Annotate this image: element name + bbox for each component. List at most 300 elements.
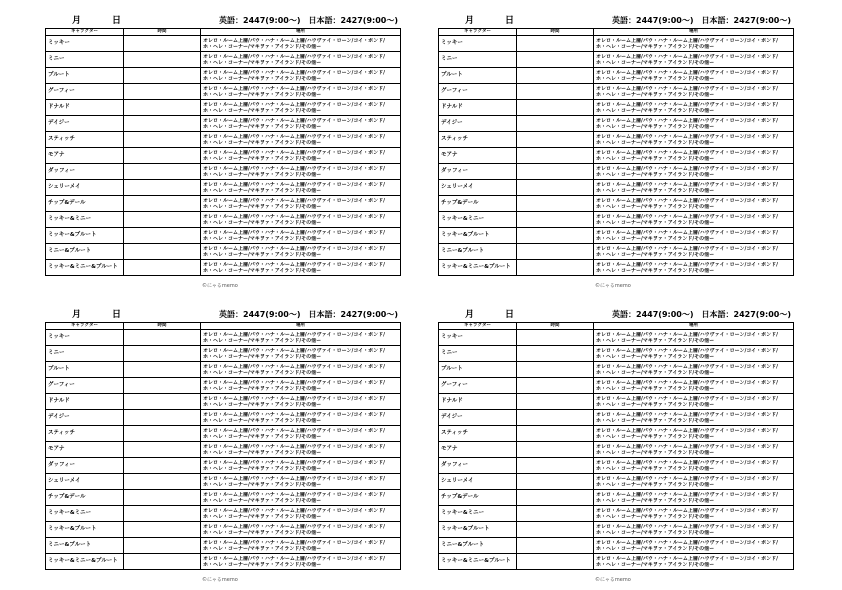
schedule-table bbox=[45, 322, 401, 570]
location-cell bbox=[594, 330, 794, 346]
location-cell bbox=[201, 442, 401, 458]
table-row bbox=[46, 362, 401, 378]
table-body bbox=[46, 36, 401, 276]
table-row bbox=[439, 554, 794, 570]
location-line: ホ・ヘレ・コーナー/マキヲァ・アイランド/その他ー bbox=[203, 353, 322, 360]
month-label: 月 bbox=[72, 16, 82, 26]
table-row bbox=[439, 346, 794, 362]
location-line: オレロ・ルーム上層/パウ・ハナ・ルーム上層/ハウヴァイ・ローン/コイ・ポンド/ bbox=[596, 395, 779, 402]
time-cell bbox=[517, 458, 594, 474]
location-line: ホ・ヘレ・コーナー/マキヲァ・アイランド/その他ー bbox=[596, 353, 715, 360]
character-cell: ダッフィー bbox=[46, 458, 124, 474]
table-row bbox=[46, 394, 401, 410]
table-row bbox=[46, 84, 401, 100]
time-cell bbox=[517, 68, 594, 84]
time-cell bbox=[124, 180, 201, 196]
table-row bbox=[46, 490, 401, 506]
location-line: オレロ・ルーム上層/パウ・ハナ・ルーム上層/ハウヴァイ・ローン/コイ・ポンド/ bbox=[203, 37, 386, 44]
character-cell: ダッフィー bbox=[439, 458, 517, 474]
time-cell bbox=[124, 196, 201, 212]
location-line: オレロ・ルーム上層/パウ・ハナ・ルーム上層/ハウヴァイ・ローン/コイ・ポンド/ bbox=[203, 181, 386, 188]
character-cell: ドナルド bbox=[46, 100, 124, 116]
day-label: 日 bbox=[505, 310, 515, 320]
table-row bbox=[46, 474, 401, 490]
location-line: ホ・ヘレ・コーナー/マキヲァ・アイランド/その他ー bbox=[203, 417, 322, 424]
character-cell: ミッキー bbox=[46, 36, 124, 52]
location-cell bbox=[594, 458, 794, 474]
time-cell bbox=[517, 426, 594, 442]
location-cell bbox=[594, 100, 794, 116]
table-row bbox=[46, 244, 401, 260]
time-cell bbox=[517, 148, 594, 164]
location-line: オレロ・ルーム上層/パウ・ハナ・ルーム上層/ハウヴァイ・ローン/コイ・ポンド/ bbox=[203, 427, 386, 434]
character-cell: ミニー&プルート bbox=[439, 244, 517, 260]
table-body bbox=[439, 330, 794, 570]
location-line: ホ・ヘレ・コーナー/マキヲァ・アイランド/その他ー bbox=[596, 481, 715, 488]
sheet-header bbox=[45, 14, 400, 28]
table-row bbox=[439, 458, 794, 474]
character-cell: シェリーメイ bbox=[46, 474, 124, 490]
location-line: オレロ・ルーム上層/パウ・ハナ・ルーム上層/ハウヴァイ・ローン/コイ・ポンド/ bbox=[596, 523, 779, 530]
location-cell bbox=[594, 362, 794, 378]
location-cell bbox=[594, 164, 794, 180]
location-line: オレロ・ルーム上層/パウ・ハナ・ルーム上層/ハウヴァイ・ローン/コイ・ポンド/ bbox=[596, 507, 779, 514]
location-line: オレロ・ルーム上層/パウ・ハナ・ルーム上層/ハウヴァイ・ローン/コイ・ポンド/ bbox=[596, 491, 779, 498]
time-cell bbox=[517, 378, 594, 394]
character-cell: スティッチ bbox=[439, 426, 517, 442]
location-line: ホ・ヘレ・コーナー/マキヲァ・アイランド/その他ー bbox=[203, 59, 322, 66]
table-row bbox=[46, 164, 401, 180]
table-header-row bbox=[46, 323, 401, 330]
location-line: オレロ・ルーム上層/パウ・ハナ・ルーム上層/ハウヴァイ・ローン/コイ・ポンド/ bbox=[596, 69, 779, 76]
location-line: オレロ・ルーム上層/パウ・ハナ・ルーム上層/ハウヴァイ・ローン/コイ・ポンド/ bbox=[203, 101, 386, 108]
time-cell bbox=[124, 490, 201, 506]
location-line: ホ・ヘレ・コーナー/マキヲァ・アイランド/その他ー bbox=[203, 449, 322, 456]
location-line: ホ・ヘレ・コーナー/マキヲァ・アイランド/その他ー bbox=[203, 529, 322, 536]
schedule-table bbox=[45, 28, 401, 276]
time-cell bbox=[124, 378, 201, 394]
location-line: オレロ・ルーム上層/パウ・ハナ・ルーム上層/ハウヴァイ・ローン/コイ・ポンド/ bbox=[203, 69, 386, 76]
location-cell bbox=[594, 116, 794, 132]
location-cell bbox=[201, 330, 401, 346]
table-body bbox=[46, 330, 401, 570]
time-cell bbox=[517, 538, 594, 554]
column-header-location: 場所 bbox=[594, 29, 794, 36]
table-row bbox=[439, 148, 794, 164]
character-cell: チップ&デール bbox=[46, 196, 124, 212]
location-cell bbox=[594, 196, 794, 212]
character-cell: ミッキー bbox=[439, 330, 517, 346]
time-cell bbox=[124, 410, 201, 426]
character-cell: ミッキー&ミニー&プルート bbox=[46, 554, 124, 570]
location-cell bbox=[201, 116, 401, 132]
time-cell bbox=[517, 330, 594, 346]
time-cell bbox=[124, 394, 201, 410]
table-row bbox=[46, 36, 401, 52]
character-cell: ミニー bbox=[46, 346, 124, 362]
location-line: オレロ・ルーム上層/パウ・ハナ・ルーム上層/ハウヴァイ・ローン/コイ・ポンド/ bbox=[596, 363, 779, 370]
location-cell bbox=[594, 346, 794, 362]
location-cell bbox=[201, 228, 401, 244]
location-line: ホ・ヘレ・コーナー/マキヲァ・アイランド/その他ー bbox=[596, 187, 715, 194]
character-cell: チップ&デール bbox=[439, 196, 517, 212]
table-row bbox=[46, 330, 401, 346]
character-cell: プルート bbox=[439, 68, 517, 84]
location-cell bbox=[201, 378, 401, 394]
location-line: オレロ・ルーム上層/パウ・ハナ・ルーム上層/ハウヴァイ・ローン/コイ・ポンド/ bbox=[203, 555, 386, 562]
location-line: オレロ・ルーム上層/パウ・ハナ・ルーム上層/ハウヴァイ・ローン/コイ・ポンド/ bbox=[596, 149, 779, 156]
location-line: ホ・ヘレ・コーナー/マキヲァ・アイランド/その他ー bbox=[596, 401, 715, 408]
character-cell: モアナ bbox=[439, 148, 517, 164]
location-line: オレロ・ルーム上層/パウ・ハナ・ルーム上層/ハウヴァイ・ローン/コイ・ポンド/ bbox=[203, 261, 386, 268]
character-cell: シェリーメイ bbox=[46, 180, 124, 196]
location-line: ホ・ヘレ・コーナー/マキヲァ・アイランド/その他ー bbox=[203, 171, 322, 178]
location-line: オレロ・ルーム上層/パウ・ハナ・ルーム上層/ハウヴァイ・ローン/コイ・ポンド/ bbox=[203, 85, 386, 92]
character-cell: ミッキー&ミニー bbox=[46, 506, 124, 522]
location-line: ホ・ヘレ・コーナー/マキヲァ・アイランド/その他ー bbox=[596, 235, 715, 242]
location-cell bbox=[594, 148, 794, 164]
table-row bbox=[46, 228, 401, 244]
location-cell bbox=[201, 362, 401, 378]
location-cell bbox=[594, 442, 794, 458]
table-body bbox=[439, 36, 794, 276]
location-line: ホ・ヘレ・コーナー/マキヲァ・アイランド/その他ー bbox=[596, 155, 715, 162]
location-cell bbox=[594, 212, 794, 228]
month-label: 月 bbox=[465, 310, 475, 320]
table-row bbox=[439, 506, 794, 522]
location-cell bbox=[594, 410, 794, 426]
character-cell: デイジー bbox=[439, 116, 517, 132]
location-line: ホ・ヘレ・コーナー/マキヲァ・アイランド/その他ー bbox=[596, 545, 715, 552]
character-cell: チップ&デール bbox=[46, 490, 124, 506]
time-cell bbox=[517, 132, 594, 148]
location-cell bbox=[594, 36, 794, 52]
table-row bbox=[46, 442, 401, 458]
location-line: ホ・ヘレ・コーナー/マキヲァ・アイランド/その他ー bbox=[596, 513, 715, 520]
time-cell bbox=[124, 458, 201, 474]
location-line: オレロ・ルーム上層/パウ・ハナ・ルーム上層/ハウヴァイ・ローン/コイ・ポンド/ bbox=[596, 101, 779, 108]
time-cell bbox=[124, 228, 201, 244]
table-row bbox=[439, 36, 794, 52]
character-cell: スティッチ bbox=[46, 132, 124, 148]
location-line: ホ・ヘレ・コーナー/マキヲァ・アイランド/その他ー bbox=[203, 545, 322, 552]
location-cell bbox=[201, 212, 401, 228]
month-label: 月 bbox=[72, 310, 82, 320]
table-row bbox=[439, 164, 794, 180]
location-cell bbox=[594, 506, 794, 522]
table-row bbox=[439, 522, 794, 538]
location-cell bbox=[201, 244, 401, 260]
location-line: オレロ・ルーム上層/パウ・ハナ・ルーム上層/ハウヴァイ・ローン/コイ・ポンド/ bbox=[203, 411, 386, 418]
time-cell bbox=[124, 164, 201, 180]
table-row bbox=[46, 522, 401, 538]
table-row bbox=[439, 244, 794, 260]
time-cell bbox=[517, 362, 594, 378]
location-line: ホ・ヘレ・コーナー/マキヲァ・アイランド/その他ー bbox=[596, 449, 715, 456]
character-cell: ミニー&プルート bbox=[46, 538, 124, 554]
location-cell bbox=[594, 554, 794, 570]
table-row bbox=[439, 330, 794, 346]
location-line: ホ・ヘレ・コーナー/マキヲァ・アイランド/その他ー bbox=[596, 203, 715, 210]
location-line: ホ・ヘレ・コーナー/マキヲァ・アイランド/その他ー bbox=[203, 497, 322, 504]
location-cell bbox=[594, 490, 794, 506]
character-cell: ミッキー&ミニー&プルート bbox=[439, 260, 517, 276]
character-cell: ミッキー&プルート bbox=[46, 228, 124, 244]
location-line: ホ・ヘレ・コーナー/マキヲァ・アイランド/その他ー bbox=[203, 433, 322, 440]
location-line: ホ・ヘレ・コーナー/マキヲァ・アイランド/その他ー bbox=[203, 139, 322, 146]
location-line: ホ・ヘレ・コーナー/マキヲァ・アイランド/その他ー bbox=[203, 91, 322, 98]
location-line: オレロ・ルーム上層/パウ・ハナ・ルーム上層/ハウヴァイ・ローン/コイ・ポンド/ bbox=[203, 229, 386, 236]
time-cell bbox=[517, 474, 594, 490]
table-row bbox=[439, 260, 794, 276]
table-row bbox=[439, 538, 794, 554]
location-line: ホ・ヘレ・コーナー/マキヲァ・アイランド/その他ー bbox=[203, 401, 322, 408]
location-cell bbox=[201, 426, 401, 442]
location-cell bbox=[594, 180, 794, 196]
location-cell bbox=[201, 458, 401, 474]
location-line: ホ・ヘレ・コーナー/マキヲァ・アイランド/その他ー bbox=[596, 561, 715, 568]
location-cell bbox=[201, 490, 401, 506]
location-line: オレロ・ルーム上層/パウ・ハナ・ルーム上層/ハウヴァイ・ローン/コイ・ポンド/ bbox=[203, 539, 386, 546]
table-row bbox=[439, 474, 794, 490]
location-line: オレロ・ルーム上層/パウ・ハナ・ルーム上層/ハウヴァイ・ローン/コイ・ポンド/ bbox=[203, 197, 386, 204]
character-cell: モアナ bbox=[46, 442, 124, 458]
time-cell bbox=[124, 362, 201, 378]
character-cell: モアナ bbox=[439, 442, 517, 458]
location-line: オレロ・ルーム上層/パウ・ハナ・ルーム上層/ハウヴァイ・ローン/コイ・ポンド/ bbox=[596, 117, 779, 124]
footer-credit: ©にゃるmemo bbox=[202, 283, 238, 289]
character-cell: スティッチ bbox=[439, 132, 517, 148]
time-cell bbox=[517, 506, 594, 522]
character-cell: ミニー bbox=[439, 52, 517, 68]
character-cell: スティッチ bbox=[46, 426, 124, 442]
location-line: ホ・ヘレ・コーナー/マキヲァ・アイランド/その他ー bbox=[596, 369, 715, 376]
location-line: ホ・ヘレ・コーナー/マキヲァ・アイランド/その他ー bbox=[203, 75, 322, 82]
table-row bbox=[46, 52, 401, 68]
location-cell bbox=[594, 522, 794, 538]
location-cell bbox=[201, 52, 401, 68]
time-cell bbox=[124, 522, 201, 538]
time-cell bbox=[124, 148, 201, 164]
location-line: オレロ・ルーム上層/パウ・ハナ・ルーム上層/ハウヴァイ・ローン/コイ・ポンド/ bbox=[596, 411, 779, 418]
table-row bbox=[46, 410, 401, 426]
table-row bbox=[439, 426, 794, 442]
column-header-character: キャラクター bbox=[439, 29, 517, 36]
schedule-table bbox=[438, 28, 794, 276]
location-cell bbox=[594, 68, 794, 84]
location-line: オレロ・ルーム上層/パウ・ハナ・ルーム上層/ハウヴァイ・ローン/コイ・ポンド/ bbox=[203, 245, 386, 252]
table-row bbox=[46, 212, 401, 228]
table-row bbox=[439, 132, 794, 148]
column-header-time: 時間 bbox=[124, 29, 201, 36]
location-line: ホ・ヘレ・コーナー/マキヲァ・アイランド/その他ー bbox=[596, 43, 715, 50]
location-line: ホ・ヘレ・コーナー/マキヲァ・アイランド/その他ー bbox=[203, 219, 322, 226]
character-cell: ドナルド bbox=[439, 394, 517, 410]
location-cell bbox=[594, 426, 794, 442]
location-line: オレロ・ルーム上層/パウ・ハナ・ルーム上層/ハウヴァイ・ローン/コイ・ポンド/ bbox=[203, 363, 386, 370]
time-cell bbox=[124, 68, 201, 84]
footer-credit: ©にゃるmemo bbox=[595, 283, 631, 289]
location-line: オレロ・ルーム上層/パウ・ハナ・ルーム上層/ハウヴァイ・ローン/コイ・ポンド/ bbox=[596, 53, 779, 60]
location-line: ホ・ヘレ・コーナー/マキヲァ・アイランド/その他ー bbox=[203, 123, 322, 130]
location-line: オレロ・ルーム上層/パウ・ハナ・ルーム上層/ハウヴァイ・ローン/コイ・ポンド/ bbox=[596, 459, 779, 466]
location-line: ホ・ヘレ・コーナー/マキヲァ・アイランド/その他ー bbox=[596, 417, 715, 424]
time-cell bbox=[124, 506, 201, 522]
table-row bbox=[439, 378, 794, 394]
location-line: ホ・ヘレ・コーナー/マキヲァ・アイランド/その他ー bbox=[203, 187, 322, 194]
time-cell bbox=[517, 522, 594, 538]
location-cell bbox=[201, 100, 401, 116]
location-line: ホ・ヘレ・コーナー/マキヲァ・アイランド/その他ー bbox=[203, 561, 322, 568]
location-line: オレロ・ルーム上層/パウ・ハナ・ルーム上層/ハウヴァイ・ローン/コイ・ポンド/ bbox=[203, 523, 386, 530]
location-cell bbox=[201, 260, 401, 276]
location-line: オレロ・ルーム上層/パウ・ハナ・ルーム上層/ハウヴァイ・ローン/コイ・ポンド/ bbox=[203, 213, 386, 220]
language-info: 英語：2447(9:00～) 日本語：2427(9:00～) bbox=[612, 310, 791, 319]
character-cell: ダッフィー bbox=[46, 164, 124, 180]
table-row bbox=[46, 426, 401, 442]
character-cell: デイジー bbox=[439, 410, 517, 426]
location-cell bbox=[201, 554, 401, 570]
location-cell bbox=[201, 132, 401, 148]
character-cell: ミッキー&ミニー bbox=[46, 212, 124, 228]
table-row bbox=[46, 554, 401, 570]
location-line: ホ・ヘレ・コーナー/マキヲァ・アイランド/その他ー bbox=[596, 337, 715, 344]
character-cell: ミッキー&ミニー&プルート bbox=[46, 260, 124, 276]
table-row bbox=[46, 346, 401, 362]
location-cell bbox=[201, 474, 401, 490]
time-cell bbox=[517, 52, 594, 68]
character-cell: シェリーメイ bbox=[439, 474, 517, 490]
character-cell: ドナルド bbox=[46, 394, 124, 410]
location-cell bbox=[201, 506, 401, 522]
character-cell: ミッキー&ミニー&プルート bbox=[439, 554, 517, 570]
table-row bbox=[46, 180, 401, 196]
character-cell: デイジー bbox=[46, 116, 124, 132]
location-line: オレロ・ルーム上層/パウ・ハナ・ルーム上層/ハウヴァイ・ローン/コイ・ポンド/ bbox=[596, 347, 779, 354]
location-line: オレロ・ルーム上層/パウ・ハナ・ルーム上層/ハウヴァイ・ローン/コイ・ポンド/ bbox=[596, 181, 779, 188]
language-info: 英語：2447(9:00～) 日本語：2427(9:00～) bbox=[612, 16, 791, 25]
character-cell: チップ&デール bbox=[439, 490, 517, 506]
time-cell bbox=[124, 132, 201, 148]
character-cell: ドナルド bbox=[439, 100, 517, 116]
location-line: ホ・ヘレ・コーナー/マキヲァ・アイランド/その他ー bbox=[596, 385, 715, 392]
character-cell: ミッキー&プルート bbox=[439, 522, 517, 538]
location-line: ホ・ヘレ・コーナー/マキヲァ・アイランド/その他ー bbox=[596, 139, 715, 146]
character-cell: プルート bbox=[439, 362, 517, 378]
location-line: ホ・ヘレ・コーナー/マキヲァ・アイランド/その他ー bbox=[596, 529, 715, 536]
location-line: オレロ・ルーム上層/パウ・ハナ・ルーム上層/ハウヴァイ・ローン/コイ・ポンド/ bbox=[596, 261, 779, 268]
table-row bbox=[439, 410, 794, 426]
time-cell bbox=[517, 36, 594, 52]
time-cell bbox=[517, 260, 594, 276]
location-cell bbox=[201, 36, 401, 52]
location-line: ホ・ヘレ・コーナー/マキヲァ・アイランド/その他ー bbox=[596, 171, 715, 178]
location-line: ホ・ヘレ・コーナー/マキヲァ・アイランド/その他ー bbox=[596, 59, 715, 66]
table-row bbox=[439, 362, 794, 378]
time-cell bbox=[124, 442, 201, 458]
time-cell bbox=[517, 554, 594, 570]
table-header-row bbox=[46, 29, 401, 36]
footer-credit: ©にゃるmemo bbox=[202, 577, 238, 583]
time-cell bbox=[517, 244, 594, 260]
table-row bbox=[439, 212, 794, 228]
location-line: オレロ・ルーム上層/パウ・ハナ・ルーム上層/ハウヴァイ・ローン/コイ・ポンド/ bbox=[203, 459, 386, 466]
time-cell bbox=[517, 100, 594, 116]
character-cell: ミッキー&ミニー bbox=[439, 506, 517, 522]
language-info: 英語：2447(9:00～) 日本語：2427(9:00～) bbox=[219, 16, 398, 25]
location-cell bbox=[201, 410, 401, 426]
sheet-header bbox=[438, 14, 793, 28]
table-row bbox=[46, 506, 401, 522]
character-cell: ミッキー&プルート bbox=[439, 228, 517, 244]
table-row bbox=[46, 458, 401, 474]
column-header-location: 場所 bbox=[201, 29, 401, 36]
table-row bbox=[46, 68, 401, 84]
location-line: ホ・ヘレ・コーナー/マキヲァ・アイランド/その他ー bbox=[203, 235, 322, 242]
table-row bbox=[46, 148, 401, 164]
table-row bbox=[439, 100, 794, 116]
time-cell bbox=[517, 394, 594, 410]
location-line: オレロ・ルーム上層/パウ・ハナ・ルーム上層/ハウヴァイ・ローン/コイ・ポンド/ bbox=[596, 197, 779, 204]
location-line: オレロ・ルーム上層/パウ・ハナ・ルーム上層/ハウヴァイ・ローン/コイ・ポンド/ bbox=[596, 539, 779, 546]
location-cell bbox=[201, 84, 401, 100]
time-cell bbox=[517, 346, 594, 362]
footer-credit: ©にゃるmemo bbox=[595, 577, 631, 583]
table-header-row bbox=[439, 29, 794, 36]
column-header-character: キャラクター bbox=[439, 323, 517, 330]
location-line: オレロ・ルーム上層/パウ・ハナ・ルーム上層/ハウヴァイ・ローン/コイ・ポンド/ bbox=[203, 149, 386, 156]
character-cell: グーフィー bbox=[439, 378, 517, 394]
time-cell bbox=[124, 84, 201, 100]
table-row bbox=[439, 196, 794, 212]
location-cell bbox=[594, 132, 794, 148]
character-cell: ミニー&プルート bbox=[46, 244, 124, 260]
time-cell bbox=[124, 212, 201, 228]
location-line: ホ・ヘレ・コーナー/マキヲァ・アイランド/その他ー bbox=[596, 251, 715, 258]
location-line: オレロ・ルーム上層/パウ・ハナ・ルーム上層/ハウヴァイ・ローン/コイ・ポンド/ bbox=[203, 491, 386, 498]
day-label: 日 bbox=[112, 16, 122, 26]
time-cell bbox=[517, 180, 594, 196]
location-line: オレロ・ルーム上層/パウ・ハナ・ルーム上層/ハウヴァイ・ローン/コイ・ポンド/ bbox=[203, 117, 386, 124]
location-line: オレロ・ルーム上層/パウ・ハナ・ルーム上層/ハウヴァイ・ローン/コイ・ポンド/ bbox=[596, 85, 779, 92]
location-line: ホ・ヘレ・コーナー/マキヲァ・アイランド/その他ー bbox=[203, 513, 322, 520]
table-row bbox=[439, 84, 794, 100]
location-line: ホ・ヘレ・コーナー/マキヲァ・アイランド/その他ー bbox=[596, 465, 715, 472]
time-cell bbox=[124, 538, 201, 554]
time-cell bbox=[124, 260, 201, 276]
location-line: ホ・ヘレ・コーナー/マキヲァ・アイランド/その他ー bbox=[203, 267, 322, 274]
time-cell bbox=[517, 196, 594, 212]
location-line: ホ・ヘレ・コーナー/マキヲァ・アイランド/その他ー bbox=[596, 267, 715, 274]
location-line: ホ・ヘレ・コーナー/マキヲァ・アイランド/その他ー bbox=[596, 433, 715, 440]
location-line: ホ・ヘレ・コーナー/マキヲァ・アイランド/その他ー bbox=[203, 107, 322, 114]
time-cell bbox=[124, 554, 201, 570]
character-cell: グーフィー bbox=[46, 378, 124, 394]
character-cell: モアナ bbox=[46, 148, 124, 164]
location-line: オレロ・ルーム上層/パウ・ハナ・ルーム上層/ハウヴァイ・ローン/コイ・ポンド/ bbox=[596, 213, 779, 220]
column-header-time: 時間 bbox=[517, 29, 594, 36]
location-cell bbox=[201, 68, 401, 84]
location-line: オレロ・ルーム上層/パウ・ハナ・ルーム上層/ハウヴァイ・ローン/コイ・ポンド/ bbox=[596, 165, 779, 172]
schedule-table bbox=[438, 322, 794, 570]
time-cell bbox=[124, 52, 201, 68]
table-row bbox=[46, 132, 401, 148]
location-cell bbox=[594, 84, 794, 100]
location-line: オレロ・ルーム上層/パウ・ハナ・ルーム上層/ハウヴァイ・ローン/コイ・ポンド/ bbox=[596, 37, 779, 44]
location-line: オレロ・ルーム上層/パウ・ハナ・ルーム上層/ハウヴァイ・ローン/コイ・ポンド/ bbox=[596, 475, 779, 482]
time-cell bbox=[517, 410, 594, 426]
table-row bbox=[439, 52, 794, 68]
